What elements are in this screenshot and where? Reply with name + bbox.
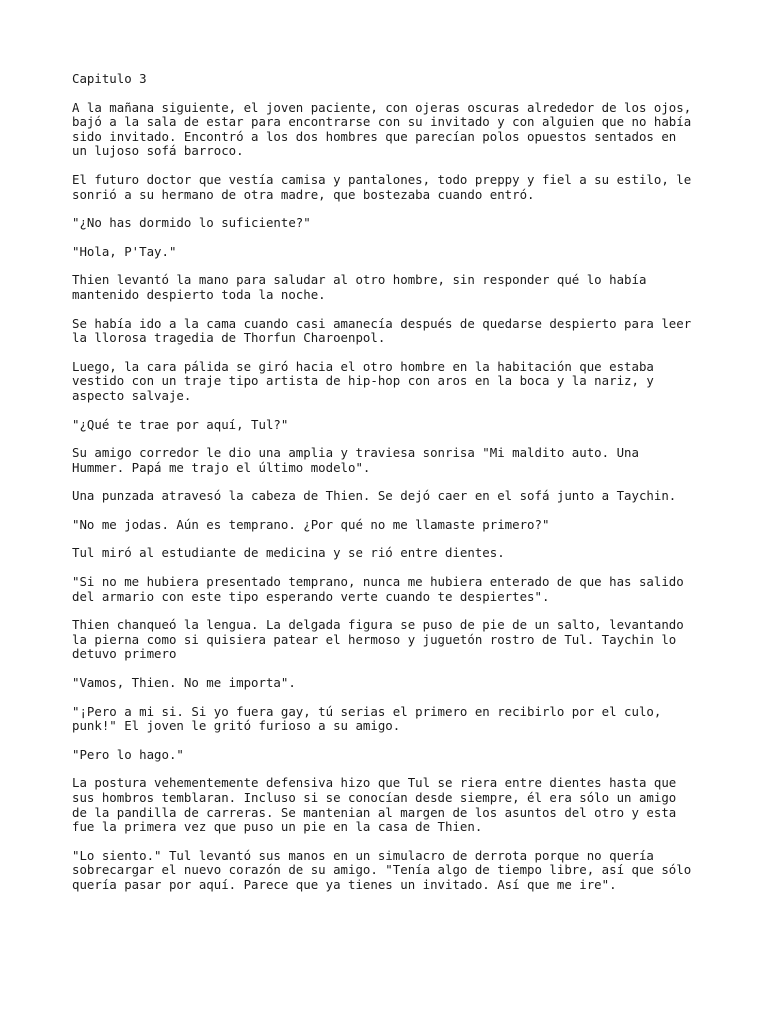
paragraph: Una punzada atravesó la cabeza de Thien. Se dejó caer en el sofá junto a Taychin. (72, 488, 677, 504)
paragraph: "No me jodas. Aún es temprano. ¿Por qué no me llamaste primero?" (72, 516, 550, 532)
paragraph: Se había ido a la cama cuando casi amanecía después de quedarse despierto para leer la llorosa tragedia de Thorfun Charoenpol. (72, 315, 692, 346)
paragraph: "Lo siento." Tul levantó sus manos en un simulacro de derrota porque no quería sobrecargar el nuevo corazón de su amigo. "Tenía algo de tiempo libre, así que sólo quería pasar por aquí. Parece que ya tienes un invitado. Así que me ire". (72, 847, 692, 892)
paragraph: "Hola, P'Tay." (72, 243, 177, 259)
paragraph: La postura vehementemente defensiva hizo que Tul se riera entre dientes hasta que sus hombros temblaran. Incluso si se conocían desde siempre, él era sólo un amigo de la pandilla de carreras. Se mantenian al margen de los asuntos del otro y esta fue la primera vez que puso un pie en la casa de Thien. (72, 775, 677, 835)
paragraph: "¿No has dormido lo suficiente?" (72, 215, 311, 231)
paragraph: A la mañana siguiente, el joven paciente, con ojeras oscuras alrededor de los ojos, bajó a la sala de estar para encontrarse con su invitado y con alguien que no había sido invitado. Encontró a los dos hombres que parecían polos opuestos sentados en un lujoso sofá barroco. (72, 99, 692, 159)
paragraph: "¿Qué te trae por aquí, Tul?" (72, 416, 289, 432)
paragraph: Su amigo corredor le dio una amplia y traviesa sonrisa "Mi maldito auto. Una Hummer. Papá me trajo el último modelo". (72, 445, 639, 475)
chapter-title: Capitulo 3 (72, 71, 147, 86)
paragraph: "Vamos, Thien. No me importa". (72, 675, 296, 691)
paragraph: Tul miró al estudiante de medicina y se rió entre dientes. (72, 545, 505, 561)
paragraph: "Si no me hubiera presentado temprano, nunca me hubiera enterado de que has salido del armario con este tipo esperando verte cuando te despiertes". (72, 574, 684, 604)
paragraph: Thien levantó la mano para saludar al otro hombre, sin responder qué lo había mantenido despierto toda la noche. (72, 272, 647, 302)
paragraph: "¡Pero a mi si. Si yo fuera gay, tú serias el primero en recibirlo por el culo, punk!" El joven le gritó furioso a su amigo. (72, 703, 662, 734)
paragraph: El futuro doctor que vestía camisa y pantalones, todo preppy y fiel a su estilo, le sonrió a su hermano de otra madre, que bostezaba cuando entró. (72, 171, 692, 202)
paragraph: "Pero lo hago." (72, 746, 184, 762)
document-page (72, 72, 712, 907)
paragraph: Thien chanqueó la lengua. La delgada figura se puso de pie de un salto, levantando la pierna como si quisiera patear el hermoso y juguetón rostro de Tul. Taychin lo detuvo primero (72, 617, 684, 662)
paragraph: Luego, la cara pálida se giró hacia el otro hombre en la habitación que estaba vestido con un traje tipo artista de hip-hop con aros en la boca y la nariz, y aspecto salvaje. (72, 358, 654, 403)
